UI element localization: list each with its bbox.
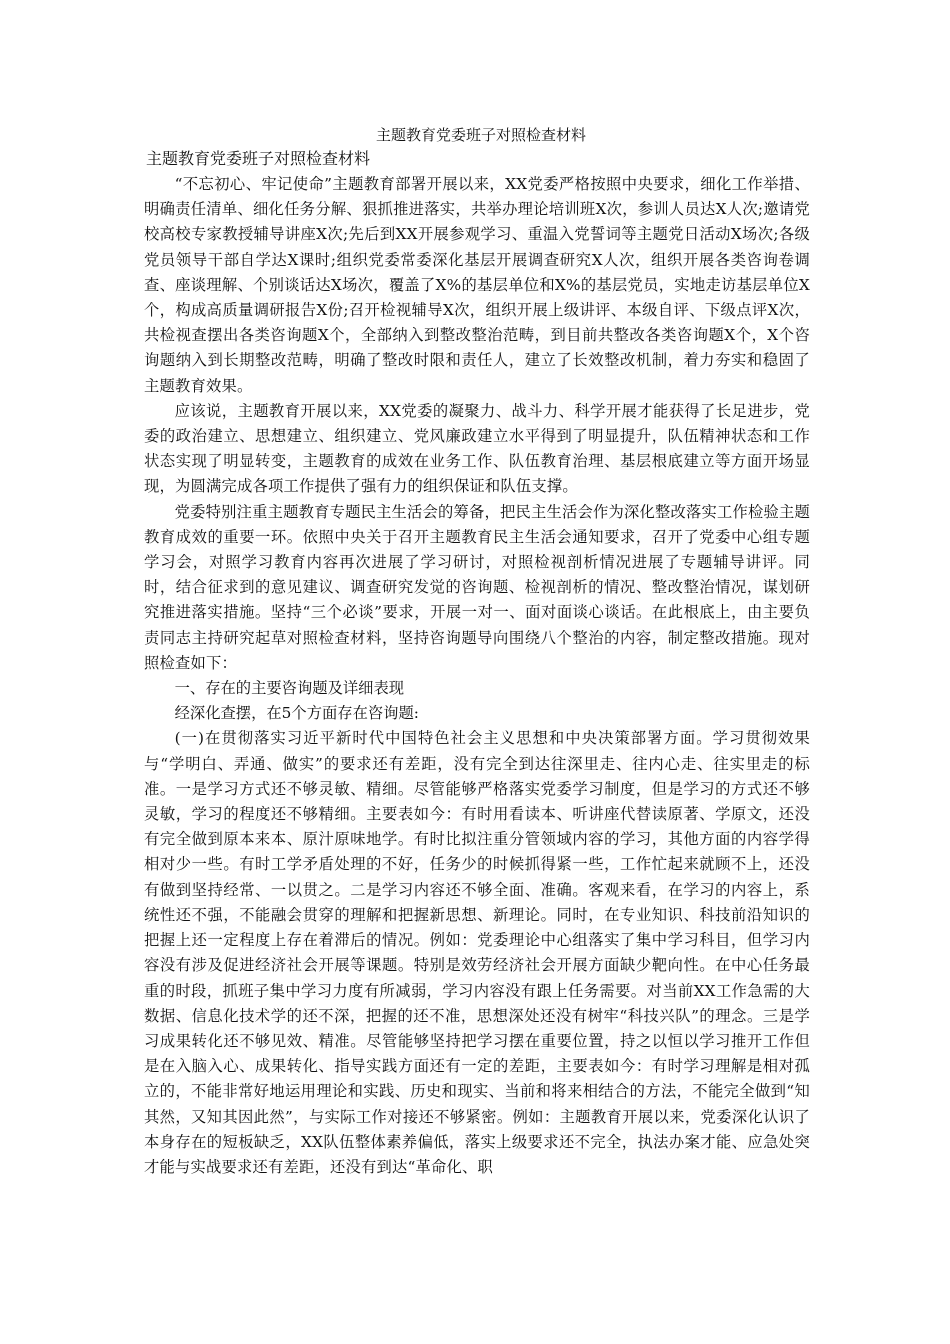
section-1-paragraph: (一)在贯彻落实习近平新时代中国特色社会主义思想和中央决策部署方面。学习贯彻效果与“学明白、弄通、做实”的要求还有差距，没有完全到达往深里走、往内心走、往实里走的标准。一是学习方式还不够灵敏、精细。尽管能够严格落实党委学习制度，但是学习的方式还不够灵敏，学习的程度还不够精细。主要表如今：有时用看读本、听讲座代替读原著、学原文，还没有完全做到原本来本、原汁原味地学。有时比拟注重分管领域内容的学习，其他方面的内容学得相对少一些。有时工学矛盾处理的不好，任务少的时候抓得紧一些，工作忙起来就顾不上，还没有做到坚持经常、一以贯之。二是学习内容还不够全面、准确。客观来看，在学习的内容上，系统性还不强，不能融会贯穿的理解和把握新思想、新理论。同时，在专业知识、科技前沿知识的把握上还一定程度上存在着滞后的情况。例如：党委理论中心组落实了集中学习科目，但学习内容没有涉及促进经济社会开展等课题。特别是效劳经济社会开展方面缺少靶向性。在中心任务最重的时段，抓班子集中学习力度有所减弱，学习内容没有跟上任务需要。对当前XX工作急需的大数据、信息化技术学的还不深，把握的还不准，思想深处还没有树牢“科技兴队”的理念。三是学习成果转化还不够见效、精准。尽管能够坚持把学习摆在重要位置，持之以恒以学习推开工作但是在入脑入心、成果转化、指导实践方面还有一定的差距，主要表如今：有时学习理解是相对孤立的，不能非常好地运用理论和实践、历史和现实、当前和将来相结合的方法，不能完全做到“知其然，又知其因此然”，与实际工作对接还不够紧密。例如：主题教育开展以来，党委深化认识了本身存在的短板缺乏，XX队伍整体素养偏低，落实上级要求还不完全，执法办案才能、应急处突才能与实战要求还有差距，还没有到达“革命化、职 — [144, 729, 810, 1176]
document-page — [144, 124, 810, 1180]
paragraph-3: 党委特别注重主题教育专题民主生活会的筹备，把民主生活会作为深化整改落实工作检验主题教育成效的重要一环。依照中央关于召开主题教育民主生活会通知要求，召开了党委中心组专题学习会，对照学习教育内容再次进展了学习研讨，对照检视剖析情况进展了专题辅导讲评。同时，结合征求到的意见建议、调查研究发觉的咨询题、检视剖析的情况、整改整治情况，谋划研究推进落实措施。坚持“三个必谈”要求，开展一对一、面对面谈心谈话。在此根底上，由主要负责同志主持研究起草对照检查材料，坚持咨询题导向围绕八个整治的内容，制定整改措施。现对照检查如下： — [144, 502, 810, 672]
document-title: 主题教育党委班子对照检查材料 — [375, 126, 586, 144]
section-heading: 一、存在的主要咨询题及详细表现 — [174, 679, 405, 698]
paragraph-2: 应该说，主题教育开展以来，XX党委的凝聚力、战斗力、科学开展才能获得了长足进步，党委的政治建立、思想建立、组织建立、党风廉政建立水平得到了明显提升，队伍精神状态和工作状态实现了明显转变，主题教育的成效在业务工作、队伍教育治理、基层根底建立等方面开场显现，为圆满完成各项工作提供了强有力的组织保证和队伍支撑。 — [144, 401, 810, 496]
document-subtitle: 主题教育党委班子对照检查材料 — [146, 149, 371, 168]
section-intro: 经深化查摆，在5个方面存在咨询题: — [174, 704, 419, 723]
paragraph-1: “不忘初心、牢记使命”主题教育部署开展以来，XX党委严格按照中央要求，细化工作举措、明确责任清单、细化任务分解、狠抓推进落实，共举办理论培训班X次，参训人员达X人次;邀请党校高校专家教授辅导讲座X次;先后到XX开展参观学习、重温入党誓词等主题党日活动X场次;各级党员领导干部自学达X课时;组织党委常委深化基层开展调查研究X人次，组织开展各类咨询卷调查、座谈理解、个别谈话达X场次，覆盖了X%的基层单位和X%的基层党员，实地走访基层单位X个，构成高质量调研报告X份;召开检视辅导X次，组织开展上级讲评、本级自评、下级点评X次，共检视查摆出各类咨询题X个，全部纳入到整改整治范畴，到目前共整改各类咨询题X个，X个咨询题纳入到长期整改范畴，明确了整改时限和责任人，建立了长效整改机制，着力夯实和稳固了主题教育效果。 — [144, 175, 810, 395]
